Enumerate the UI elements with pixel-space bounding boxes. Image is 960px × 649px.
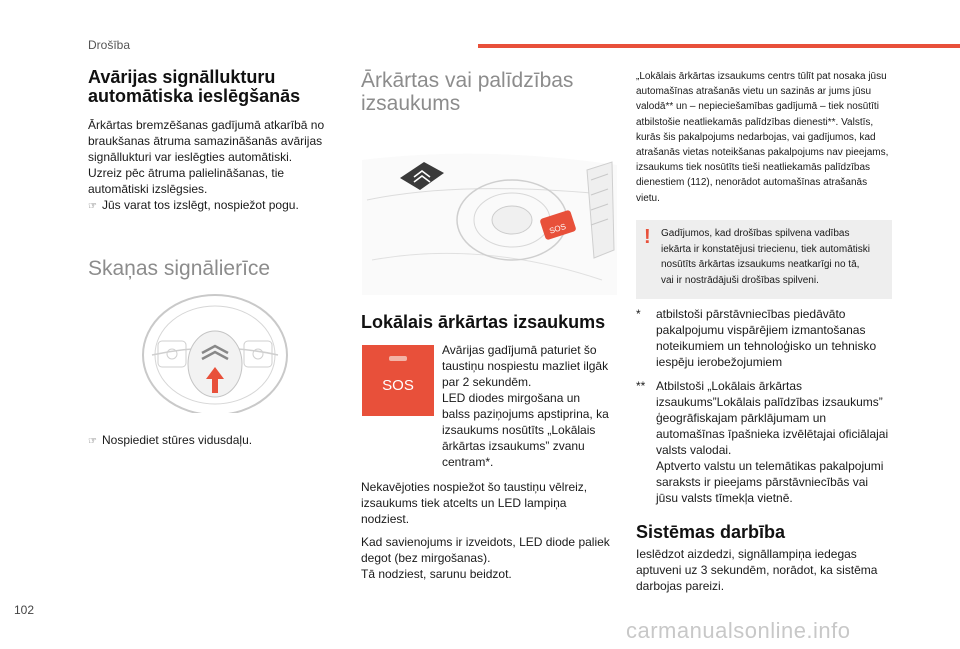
text-line: centram*. [442, 455, 494, 469]
horn-hint [88, 432, 348, 450]
watermark: carmanualsonline.info [626, 618, 851, 643]
text-line: darbojas pareizi. [636, 579, 725, 593]
text-line: jūsu valsts tīmekļa vietnē. [656, 491, 793, 505]
hazard-lights-text [88, 117, 348, 215]
text-line: par 2 sekundēm. [442, 375, 532, 389]
roof-console-illustration [362, 140, 617, 295]
text-line: Ārkārtas bremzēšanas gadījumā atkarībā no [88, 118, 325, 132]
text-line: Kad savienojums ir izveidots, LED diode paliek [361, 535, 610, 549]
text-line: vietu. [636, 192, 660, 204]
text-line: ārkārtas izsaukums” zvanu [442, 439, 585, 453]
local-emergency-title: Lokālais ārkārtas izsaukums [361, 312, 606, 332]
text-line: automašīnas atrašanās vietu un sazinās ar jums jūsu [636, 86, 872, 98]
footnote-mark: * [636, 307, 641, 321]
text-line: valodā** un – nepieciešamības gadījumā – tiek nosūtīti [636, 101, 879, 113]
text-line: aptuveni uz 3 sekundēm, norādot, ka sistēma [636, 563, 878, 577]
hint-text: Nospiediet stūres vidusdaļu. [102, 433, 253, 447]
title-line: Ārkārtas vai palīdzības [361, 69, 574, 92]
text-line: balss paziņojums apstiprina, ka [442, 407, 609, 421]
horn-title: Skaņas signālierīce [88, 257, 271, 280]
text-line: Atbilstoši „Lokālais ārkārtas [656, 379, 803, 393]
hint-line [88, 197, 348, 215]
system-operation-text [636, 546, 896, 594]
section-header: Drošība [88, 38, 131, 52]
text-line: atrašanās vietas noteikšanas pakalpojums nav pieejams, [636, 147, 889, 159]
text-line: vai ir nostrādājuši drošības spilveni. [661, 274, 819, 286]
sos-label: SOS [382, 377, 414, 394]
text-line: izsaukums tiek atcelts un LED lampiņa [361, 496, 567, 510]
text-line [636, 378, 901, 394]
text-line [636, 306, 901, 322]
airbag-warning-box [636, 220, 892, 299]
text-line: izsaukums”Lokālais palīdzības izsaukums” [656, 395, 883, 409]
footnote-single-asterisk [636, 306, 901, 370]
hazard-lights-title [88, 68, 338, 106]
text-line: noteikumiem un tehnoloģisko un tehnisko [656, 339, 877, 353]
text-line: braukšanas ātruma samazināšanās avārijas [88, 134, 323, 148]
text-line: valsts valodai. [656, 443, 732, 457]
call-centre-text [636, 69, 896, 206]
text-line: nosūtīts ārkārtas izsaukums neatkarīgi no tā, [661, 259, 860, 270]
text-line: iespēju ierobežojumiem [656, 355, 783, 369]
text-line: nodziest. [361, 512, 410, 526]
text-line: Uzreiz pēc ātruma palielināšanas, tie [88, 166, 285, 180]
connection-text [361, 534, 621, 582]
text-line: LED diodes mirgošana un [442, 391, 581, 405]
footnote-double-asterisk [636, 378, 901, 506]
text-line: automašīnas īpašnieka izvēlētajai oficiālajai [656, 427, 889, 441]
text-line: Gadījumos, kad drošības spilvena vadības [661, 228, 850, 239]
sos-instructions [442, 342, 632, 470]
text-line: signāllukturi var ieslēgties automātiski. [88, 150, 293, 164]
text-line: Ieslēdzot aizdedzi, signāllampiņa iedegas [636, 547, 857, 561]
text-line: dienestiem (112), nenorādot automašīnas atrašanās [636, 177, 868, 189]
header-accent-bar [478, 44, 960, 48]
text-line: pakalpojumu vispārējiem izmantošanas [656, 323, 866, 337]
footnote-mark: ** [636, 379, 646, 393]
text-line: atbilstošie neatliekamās palīdzības dienesti**. Valstīs, [636, 116, 874, 128]
page-number: 102 [14, 603, 35, 617]
led-indicator [389, 356, 407, 361]
svg-text:SOS: SOS [548, 221, 568, 236]
text-line: Avārijas gadījumā paturiet šo [442, 343, 597, 357]
text-line: saraksts ir pieejams pārstāvniecībās vai [656, 475, 869, 489]
warning-text [661, 226, 885, 288]
text-line: Nekavējoties nospiežot šo taustiņu vēlreiz, [361, 480, 588, 494]
system-operation-title: Sistēmas darbība [636, 522, 786, 542]
title-line: izsaukums [361, 92, 461, 115]
title-line: automātiska ieslēgšanās [88, 86, 301, 106]
text-line: izsaukums nosūtīts „Lokālais [442, 423, 596, 437]
text-line: Aptverto valstu un telemātikas pakalpojumi [656, 459, 884, 473]
text-line: „Lokālais ārkārtas izsaukums centrs tūlīt pat nosaka jūsu [636, 71, 887, 82]
text-line: izsaukums tiek nosūtīts tieši neatliekamās palīdzības [636, 162, 870, 174]
hand-pointer-icon: ☞ [88, 436, 97, 447]
text-line: degot (bez mirgošanas). [361, 551, 491, 565]
warning-icon: ! [644, 226, 651, 248]
text-line: kurās šis pakalpojums nedarbojas, vai gadījumos, kad [636, 131, 876, 143]
hint-text: Jūs varat tos izslēgt, nospiežot pogu. [102, 198, 299, 212]
steering-wheel-illustration [140, 291, 290, 413]
hand-pointer-icon: ☞ [88, 201, 97, 212]
cancel-call-text [361, 479, 621, 527]
text-line: iekārta ir konstatējusi triecienu, tiek automātiski [661, 243, 870, 255]
text-line: atbilstoši pārstāvniecības piedāvāto [656, 307, 846, 321]
sos-button-illustration [362, 345, 434, 416]
title-line: Avārijas signāllukturu [88, 67, 276, 87]
text-line: automātiski izslēgsies. [88, 182, 208, 196]
text-line: taustiņu nospiestu mazliet ilgāk [442, 359, 609, 373]
emergency-call-title [361, 69, 621, 115]
text-line: Tā nodziest, sarunu beidzot. [361, 567, 512, 581]
text-line: ģeogrāfiskajam pārklājumam un [656, 411, 827, 425]
